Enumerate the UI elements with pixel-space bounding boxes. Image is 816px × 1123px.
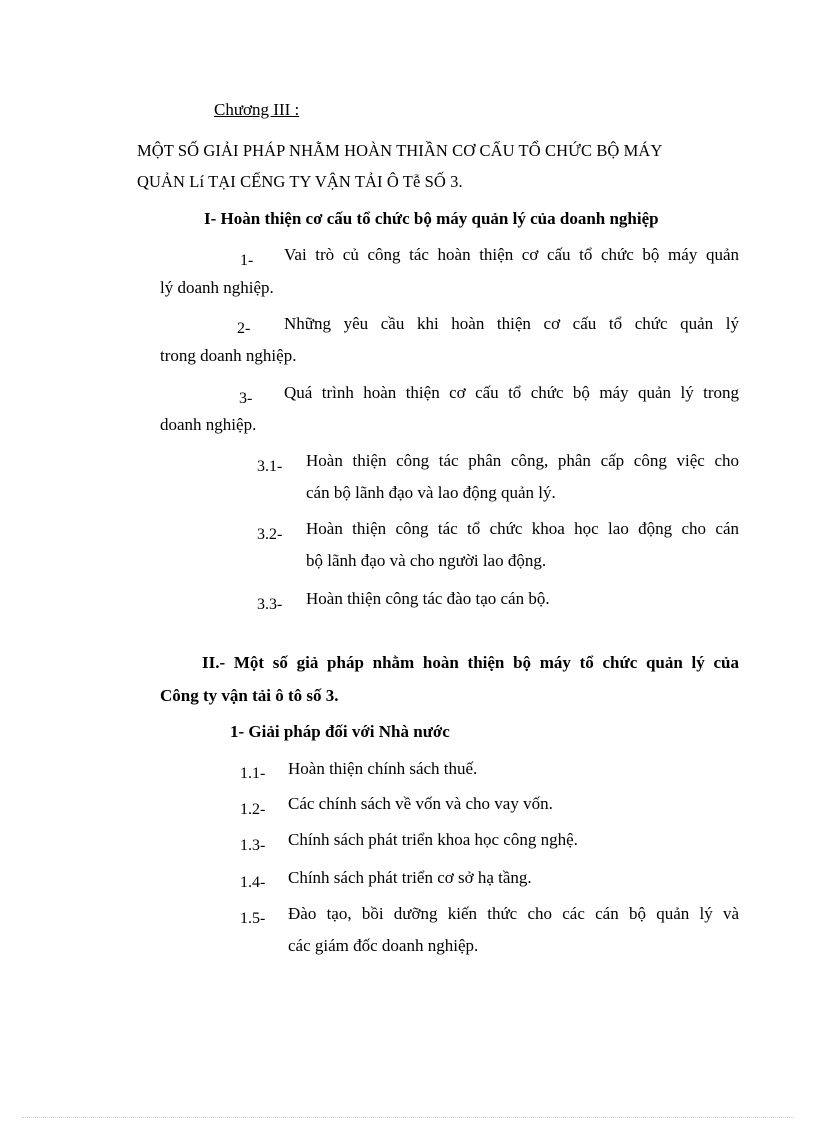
list-item-number: 1.1- [240,765,266,782]
list-item-number: 1.3- [240,837,266,854]
list-item-text: Chính sách phát triển cơ sở hạ tầng. [288,868,532,887]
list-item-number: 1.5- [240,910,266,927]
list-item-text-line-1: Đào tạo, bồi dưỡng kiến thức cho các cán bộ quản lý và [288,904,739,923]
main-title-line-1: MỘT SỐ GIẢI PHÁP NHẰM HOÀN THIẦN CƠ CẤU TỔ CHỨC BỘ MÁY [137,141,663,160]
list-item-text: Chính sách phát triển khoa học công nghệ. [288,830,578,849]
item-number: 2- [237,320,251,337]
item-text-line-1: Những yêu cầu khi hoàn thiện cơ cấu tổ chức quản lý [284,314,739,333]
section-1-title: I- Hoàn thiện cơ cấu tổ chức bộ máy quản lý của doanh nghiệp [204,209,659,228]
subitem-text-line-1: Hoàn thiện công tác phân công, phân cấp công việc cho [306,451,739,470]
subitem-text-line-1: Hoàn thiện công tác tổ chức khoa học lao động cho cán [306,519,739,538]
page-bottom-rule [22,1117,794,1118]
subitem-text-line-1: Hoàn thiện công tác đào tạo cán bộ. [306,589,550,608]
list-item-text: Hoàn thiện chính sách thuế. [288,759,478,778]
section-2-title-line-1: II.- Một số giả pháp nhằm hoàn thiện bộ máy tổ chức quản lý của [202,653,739,672]
chapter-title: Chương III : [214,100,300,119]
list-item-number: 1.2- [240,801,266,818]
item-text-line-2: trong doanh nghiệp. [160,346,297,365]
subitem-number: 3.3- [257,596,283,613]
list-item-number: 1.4- [240,874,266,891]
item-text-line-2: lý doanh nghiệp. [160,278,274,297]
item-text-line-2: doanh nghiệp. [160,415,257,434]
item-text-line-1: Quá trình hoàn thiện cơ cấu tổ chức bộ máy quản lý trong [284,383,739,402]
item-number: 3- [239,390,253,407]
section-2-title-line-2: Công ty vận tải ô tô số 3. [160,686,339,705]
subitem-text-line-2: cán bộ lãnh đạo và lao động quản lý. [306,483,556,502]
section-2-subtitle: 1- Giải pháp đối với Nhà nước [230,722,450,741]
main-title-line-2: QUẢN Lí TẠI CẾNG TY VẬN TẢI Ô Tễ SỐ 3. [137,172,463,191]
subitem-number: 3.1- [257,458,283,475]
subitem-text-line-2: bộ lãnh đạo và cho người lao động. [306,551,547,570]
list-item-text-line-2: các giám đốc doanh nghiệp. [288,936,479,955]
subitem-number: 3.2- [257,526,283,543]
list-item-text: Các chính sách về vốn và cho vay vốn. [288,794,553,813]
item-number: 1- [240,252,254,269]
item-text-line-1: Vai trò củ công tác hoàn thiện cơ cấu tổ chức bộ máy quản [284,245,739,264]
